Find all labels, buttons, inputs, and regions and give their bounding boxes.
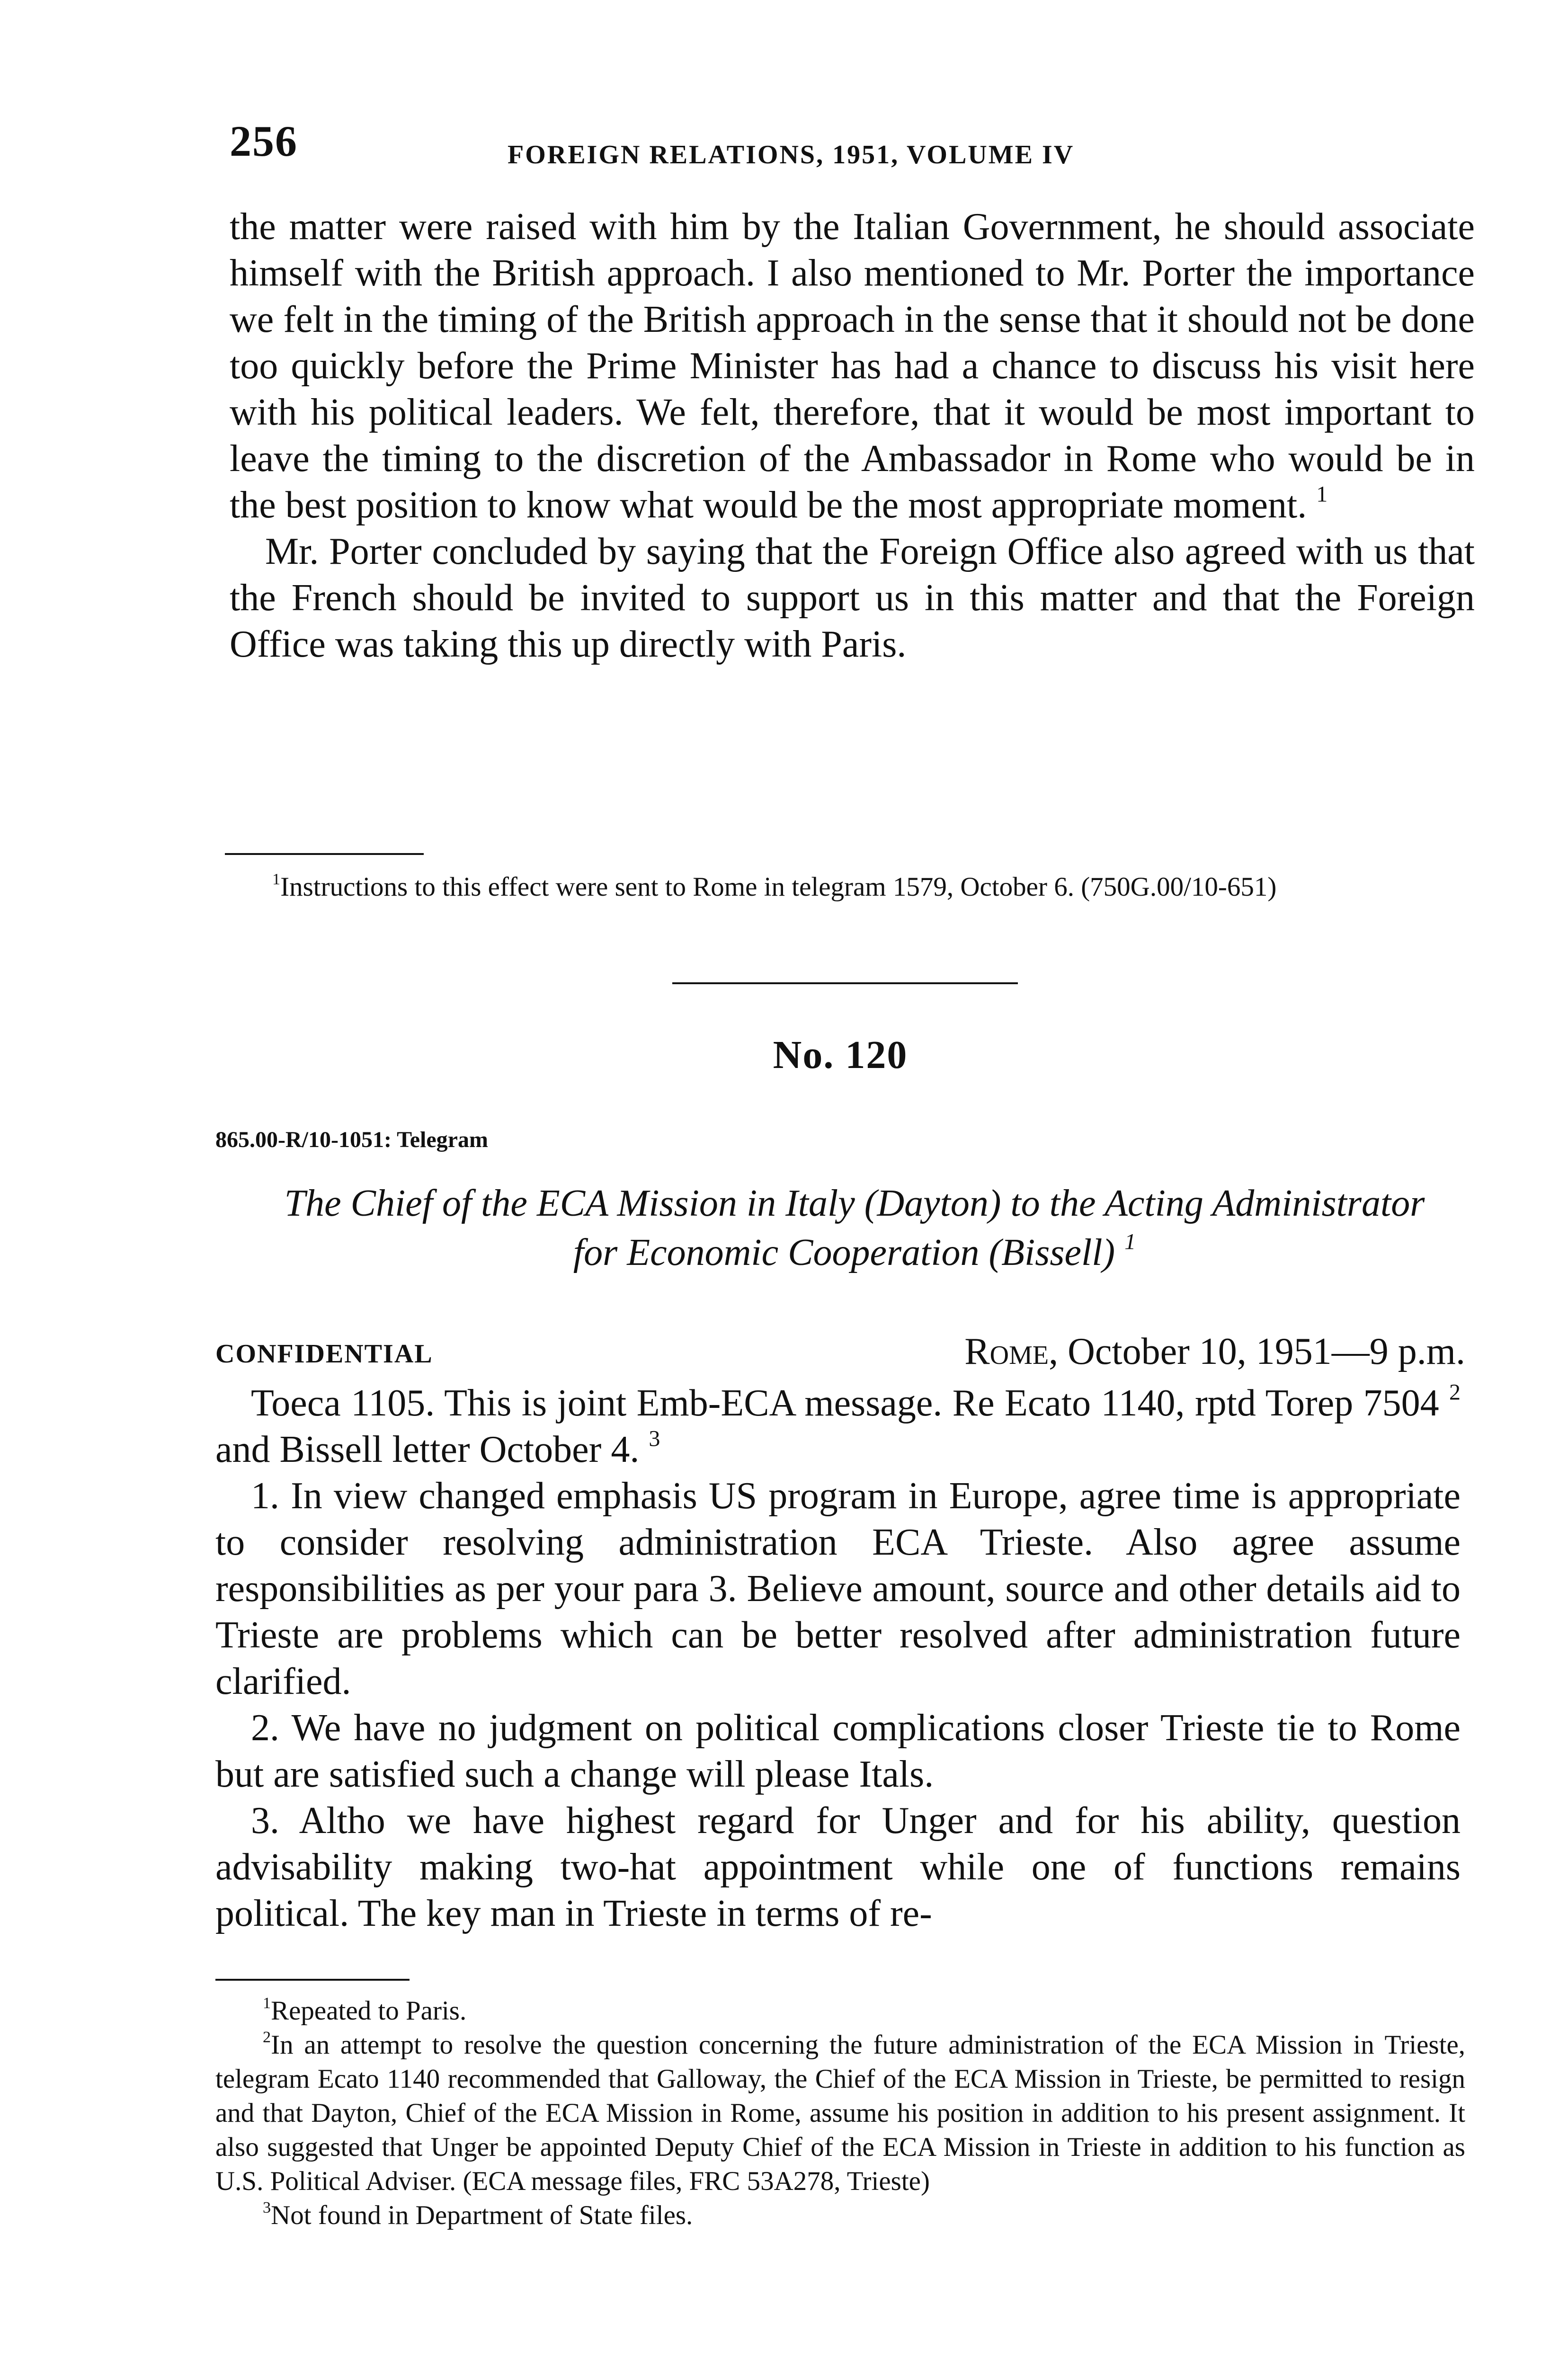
footnote: $^2$In an attempt to resolve the question concerning the future administration of the ECA Mission in Trieste, telegram Ecato 1140 recommended that Galloway, the Chief of the ECA Mission in Trieste, be permitted to resign and that Dayton, Chief of the ECA Mission in Rome, assume his position in addition to his present assignment. It also suggested that Unger be appointed Deputy Chief of the ECA Mission in Trieste in addition to his function as U.S. Political Adviser. (ECA message files, FRC 53A278, Trieste) — [215, 2029, 1465, 2196]
footnote-ref[interactable]: 1 — [1124, 1229, 1136, 1255]
running-title: FOREIGN RELATIONS, 1951, VOLUME IV — [508, 140, 1075, 169]
footnotes-bottom — [215, 1994, 1465, 2233]
footnote-ref[interactable]: 1 — [1316, 481, 1328, 507]
section-divider — [672, 982, 1018, 984]
footnote-ref[interactable]: 2 — [1449, 1379, 1461, 1405]
dateline — [215, 1330, 1465, 1378]
footnote: $^3$Not found in Department of State files. — [263, 2199, 693, 2230]
paragraph-continued: the matter were raised with him by the Italian Government, he should associate himself with the British approach. I also mentioned to Mr. Porter the importance we felt in the timing of the British approach in the sense that it should not be done too quickly before the Prime Minister has had a chance to discuss his visit here with his political leaders. We felt, therefore, that it would be most important to leave the timing to the discretion of the Ambassador in Rome who would be in the best position to know what would be the most appropriate moment. $^1$ — [230, 206, 1475, 526]
running-header — [215, 116, 1465, 173]
telegram-intro: Toeca 1105. This is joint Emb-ECA message. Re Ecato 1140, rptd Torep 7504 $^2$ and Bissell letter October 4. $^3$ — [215, 1379, 1461, 1470]
classification: CONFIDENTIAL — [215, 1339, 433, 1369]
place-date: Rome, October 10, 1951—9 p.m. — [964, 1331, 1465, 1372]
paragraph-porter-conclusion: Mr. Porter concluded by saying that the Foreign Office also agreed with us that the French should be invited to support us in this matter and that the Foreign Office was taking this up directly with Paris. — [230, 531, 1475, 665]
document-number: No. 120 — [773, 1033, 908, 1077]
telegram-text — [215, 1380, 1461, 1937]
telegram-paragraph-1: 1. In view changed emphasis US program in Europe, agree time is appropriate to consider resolving administration ECA Trieste. Also agree assume responsibilities as per your para 3. Believe amount, source and other details aid to Trieste are problems which can be better resolved after administration future clarified. — [215, 1475, 1461, 1702]
footnote-divider — [215, 1979, 410, 1981]
footnote: $^1$Repeated to Paris. — [263, 1994, 467, 2026]
file-reference: 865.00-R/10-1051: Telegram — [215, 1127, 488, 1152]
page-number: 256 — [230, 117, 298, 165]
footnote-ref[interactable]: 3 — [649, 1426, 660, 1451]
telegram-paragraph-2: 2. We have no judgment on political complications closer Trieste tie to Rome but are satisfied such a change will please Itals. — [215, 1707, 1461, 1795]
footnotes-top — [225, 870, 1475, 904]
document-title: The Chief of the ECA Mission in Italy (Dayton) to the Acting Administrator for Economic Cooperation (Bissell) $^1$ — [284, 1183, 1425, 1273]
footnote: $^1$Instructions to this effect were sent to Rome in telegram 1579, October 6. (750G.00/10-651) — [272, 871, 1277, 902]
continued-text — [230, 204, 1475, 667]
telegram-paragraph-3: 3. Altho we have highest regard for Unger and for his ability, question advisability making two-hat appointment while one of functions remains political. The key man in Trieste in terms of re- — [215, 1800, 1461, 1934]
footnote-divider — [225, 853, 424, 855]
